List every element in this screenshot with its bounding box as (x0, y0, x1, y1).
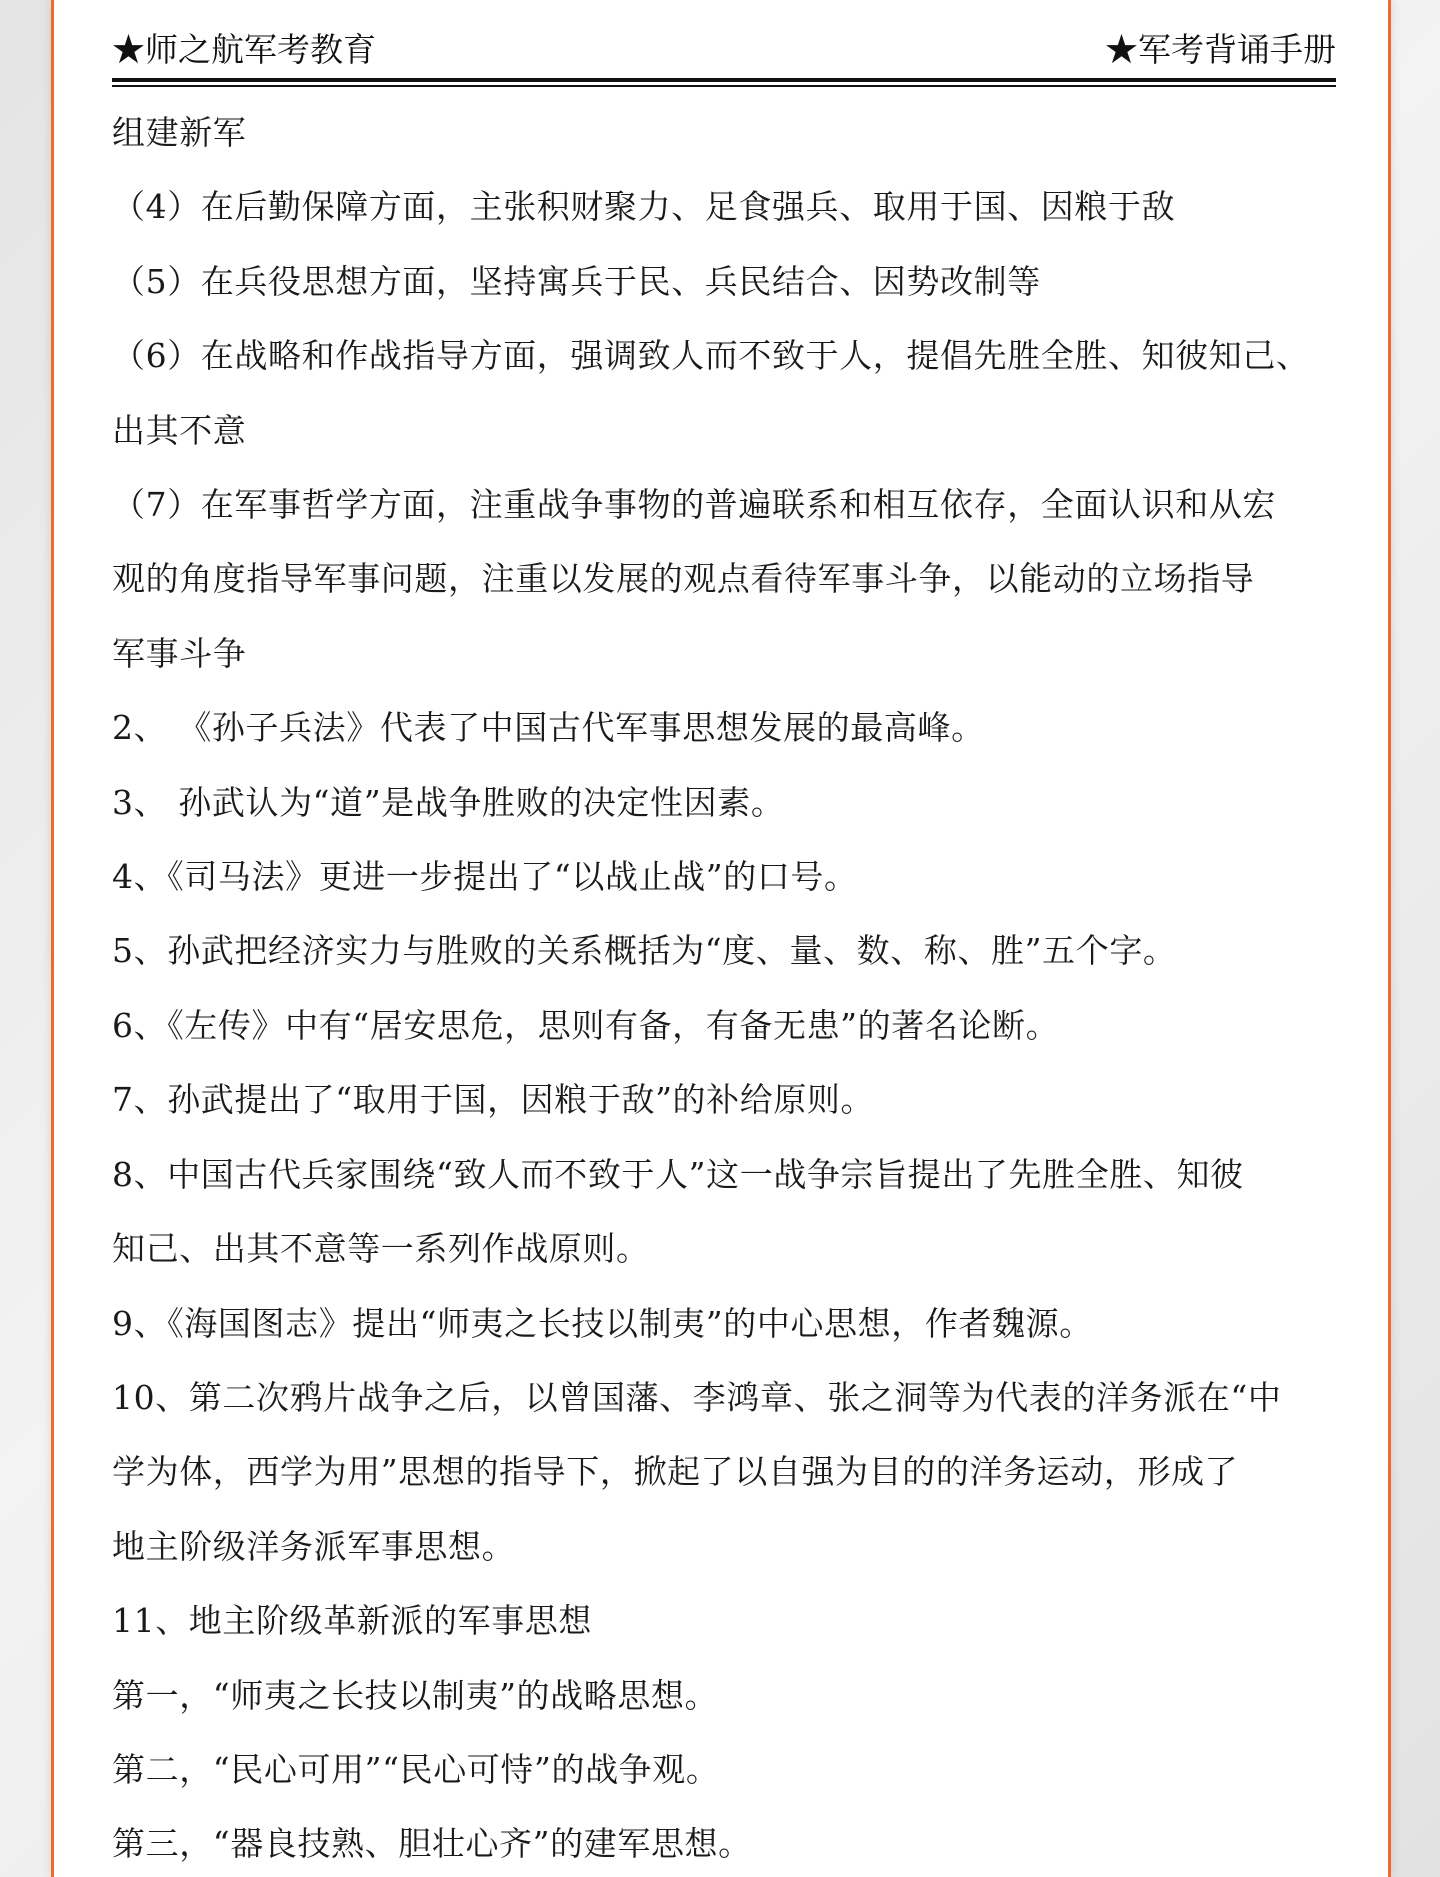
text-line: 3、 孙武认为“道”是战争胜败的决定性因素。 (112, 782, 785, 822)
header-rule (112, 78, 1336, 87)
text-line: 10、第二次鸦片战争之后，以曾国藩、李鸿章、张之洞等为代表的洋务派在“中 (112, 1377, 1282, 1417)
header-right-title: ★军考背诵手册 (1105, 30, 1336, 69)
header-left-title: ★师之航军考教育 (112, 30, 376, 69)
text-line: （5）在兵役思想方面，坚持寓兵于民、兵民结合、因势改制等 (112, 261, 1041, 301)
text-line: 军事斗争 (112, 633, 247, 673)
text-line: 学为体，西学为用”思想的指导下，掀起了以自强为目的的洋务运动，形成了 (112, 1452, 1239, 1492)
text-line: 9、《海国图志》提出“师夷之长技以制夷”的中心思想，作者魏源。 (112, 1303, 1093, 1343)
text-line: 知己、出其不意等一系列作战原则。 (112, 1229, 650, 1269)
text-line: （6）在战略和作战指导方面，强调致人而不致于人，提倡先胜全胜、知彼知己、 (112, 336, 1310, 376)
text-line: 出其不意 (112, 410, 247, 450)
text-line: （4）在后勤保障方面，主张积财聚力、足食强兵、取用于国、因粮于敌 (112, 187, 1176, 227)
text-line: 地主阶级洋务派军事思想。 (112, 1526, 516, 1566)
document-page (51, 0, 1391, 1877)
text-line: 8、中国古代兵家围绕“致人而不致于人”这一战争宗旨提出了先胜全胜、知彼 (112, 1154, 1244, 1194)
text-line: 第二，“民心可用”“民心可恃”的战争观。 (112, 1749, 720, 1789)
page-header (112, 22, 1336, 72)
text-line: 组建新军 (112, 113, 247, 152)
text-line: 5、孙武把经济实力与胜败的关系概括为“度、量、数、称、胜”五个字。 (112, 931, 1177, 971)
text-line: （7）在军事哲学方面，注重战争事物的普遍联系和相互依存，全面认识和从宏 (112, 485, 1276, 525)
text-line: 7、孙武提出了“取用于国，因粮于敌”的补给原则。 (112, 1080, 875, 1120)
text-line: 6、《左传》中有“居安思危，思则有备，有备无患”的著名论断。 (112, 1005, 1060, 1045)
text-line: 第一，“师夷之长技以制夷”的战略思想。 (112, 1675, 719, 1715)
text-line: 4、《司马法》更进一步提出了“以战止战”的口号。 (112, 857, 858, 897)
text-line: 11、地主阶级革新派的军事思想 (112, 1601, 592, 1641)
text-line: 第三，“器良技熟、胆壮心齐”的建军思想。 (112, 1824, 752, 1864)
text-line: 2、 《孙子兵法》代表了中国古代军事思想发展的最高峰。 (112, 708, 985, 748)
document-body (112, 96, 1338, 1877)
text-line: 观的角度指导军事问题，注重以发展的观点看待军事斗争，以能动的立场指导 (112, 559, 1255, 599)
